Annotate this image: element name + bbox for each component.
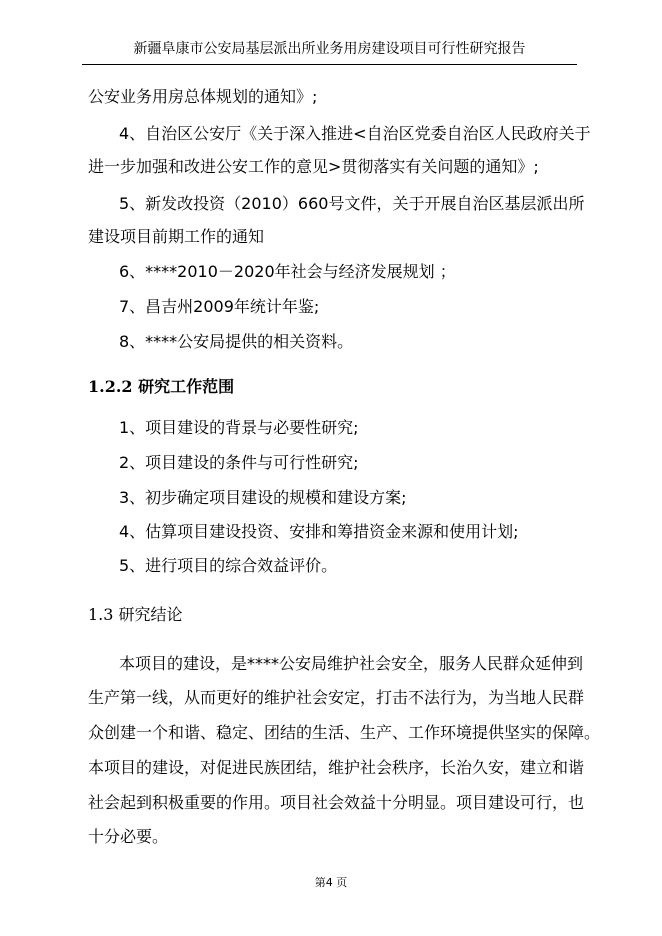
conclusion-line-4: 本项目的建设，对促进民族团结，维护社会秩序，长治久安，建立和谐: [88, 758, 585, 777]
basis-line-continuation: 公安业务用房总体规划的通知》;: [88, 87, 318, 106]
section-1-2-2-heading: 1.2.2 研究工作范围: [88, 377, 235, 396]
basis-item-5-line-1: 5、新发改投资（2010）660号文件，关于开展自治区基层派出所: [119, 194, 585, 213]
scope-item-5: 5、进行项目的综合效益评价。: [119, 556, 338, 575]
basis-item-4-line-2: 进一步加强和改进公安工作的意见>贯彻落实有关问题的通知》;: [88, 157, 539, 176]
scope-item-2: 2、项目建设的条件与可行性研究;: [119, 453, 359, 472]
page-footer: [0, 876, 662, 890]
basis-item-8: 8、****公安局提供的相关资料。: [119, 332, 354, 351]
scope-item-1: 1、项目建设的背景与必要性研究;: [119, 418, 359, 437]
scope-item-3: 3、初步确定项目建设的规模和建设方案;: [119, 488, 407, 507]
header-title: 新疆阜康市公安局基层派出所业务用房建设项目可行性研究报告: [133, 41, 526, 57]
conclusion-line-5: 社会起到积极重要的作用。项目社会效益十分明显。项目建设可行，也: [88, 793, 585, 812]
conclusion-line-2: 生产第一线，从而更好的维护社会安定，打击不法行为，为当地人民群: [88, 688, 585, 707]
basis-item-7: 7、昌吉州2009年统计年鉴;: [119, 297, 320, 316]
basis-item-5-line-2: 建设项目前期工作的通知: [88, 227, 265, 246]
conclusion-line-6: 十分必要。: [88, 827, 169, 846]
scope-item-4: 4、估算项目建设投资、安排和筹措资金来源和使用计划;: [119, 522, 519, 541]
page-number: 第4 页: [314, 876, 348, 889]
conclusion-line-3: 众创建一个和谐、稳定、团结的生活、生产、工作环境提供坚实的保障。: [88, 723, 601, 742]
page-header: [82, 38, 577, 65]
basis-item-6: 6、****2010－2020年社会与经济发展规划 ；: [119, 262, 456, 281]
basis-item-4-line-1: 4、自治区公安厅《关于深入推进<自治区党委自治区人民政府关于: [119, 124, 591, 143]
conclusion-line-1: 本项目的建设，是****公安局维护社会安全，服务人民群众延伸到: [119, 654, 584, 673]
section-1-3-heading: 1.3 研究结论: [88, 605, 183, 624]
